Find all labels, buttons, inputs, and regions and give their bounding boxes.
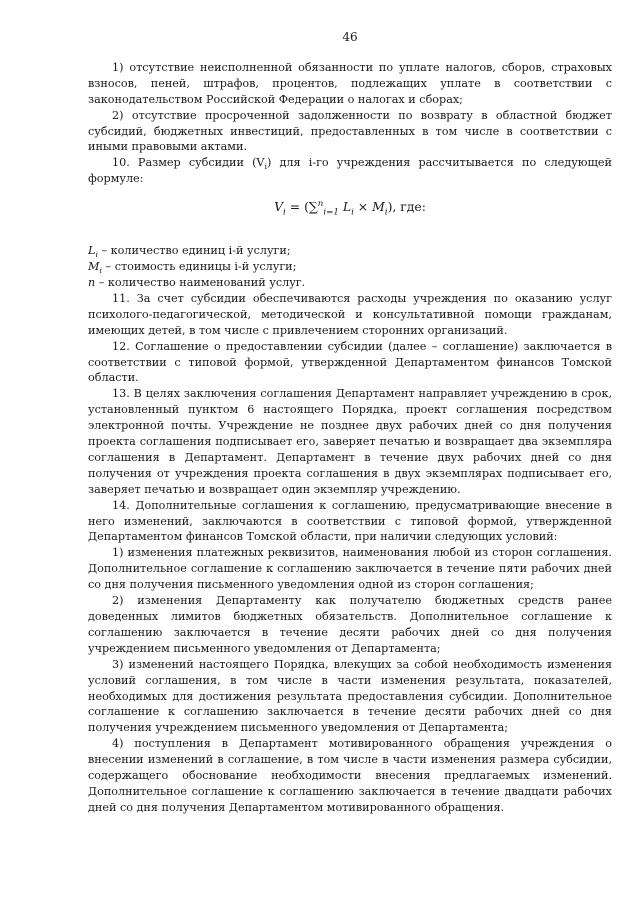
formula-m-subscript: i	[384, 207, 388, 218]
paragraph-14-item-4: 4) поступления в Департамент мотивированного обращения учреждения о внесении изменений в соглашение, в том числе в части изменения размера субсидии, содержащего обоснование необходимости внесения предлагаемых изменений. Дополнительное соглашение к соглашению заключается в течение двадцати рабочих дней со дня получения Департаментом мотивированного обращения.	[88, 737, 612, 814]
paragraph-14: 14. Дополнительные соглашения к соглашению, предусматривающие внесение в него изменений, заключаются в соответствии с типовой формой, утвержденной Департаментом финансов Томской области, при наличии следующих условий:	[88, 498, 612, 544]
formula-sum-upper: n	[317, 199, 324, 210]
paragraph-13: 13. В целях заключения соглашения Департамент направляет учреждению в срок, установленный пунктом 6 настоящего Порядка, проект соглашения посредством электронной почты. Учреждение не позднее двух рабочих дней со дня получения проекта соглашения подписывает его, заверяет печатью и возвращает два экземпляра соглашения в Департамент. Департамент в течение двух рабочих дней со дня получения от учреждения проекта соглашения в двух экземплярах подписывает его, заверяет печатью и возвращает один экземпляр учреждению.	[88, 387, 612, 496]
formula-lhs-subscript: i	[283, 207, 286, 218]
formula-m: M	[372, 199, 385, 215]
formula-close: ), где:	[387, 199, 426, 215]
definition-m-subscript: i	[99, 266, 102, 276]
formula-equals: = (	[285, 199, 309, 215]
paragraph-10	[88, 155, 612, 187]
paragraph-10-text-after: ) для i-го учреждения рассчитывается по следующей формуле:	[88, 156, 612, 186]
paragraph-14-item-3: 3) изменений настоящего Порядка, влекущих за собой необходимость изменения условий соглашения, в том числе в части изменения результата, показателей, необходимых для достижения результата предоставления субсидии. Дополнительное соглашение к соглашению заключается в течение десяти рабочих дней со дня получения учреждением письменного уведомления от Департамента;	[88, 657, 612, 735]
formula-sum-sign: ∑	[308, 199, 318, 215]
definition-m-text: – стоимость единицы i-й услуги;	[101, 260, 297, 274]
paragraph-10-text-before: 10. Размер субсидии (V	[112, 156, 265, 170]
definition-l-text: – количество единиц i-й услуги;	[97, 244, 291, 258]
paragraph-10-subscript: i	[264, 162, 268, 172]
paragraph-11: 11. За счет субсидии обеспечиваются расходы учреждения по оказанию услуг психолого-педагогической, методической и консультативной помощи гражданам, имеющих детей, в том числе с привлечением сторонних организаций.	[88, 291, 612, 337]
page-number: 46	[342, 30, 358, 44]
definition-m-symbol: M	[88, 260, 100, 274]
definition-m	[88, 259, 612, 275]
subsidy-formula	[88, 197, 612, 217]
paragraph-condition-1: 1) отсутствие неисполненной обязанности по уплате налогов, сборов, страховых взносов, пеней, штрафов, процентов, подлежащих уплате в соответствии с законодательством Российской Федерации о налогах и сборах;	[88, 60, 612, 106]
paragraph-14-item-2: 2) изменения Департаменту как получателю бюджетных средств ранее доведенных лимитов бюджетных обязательств. Дополнительное соглашение к соглашению заключается в течение десяти рабочих дней со дня получения учреждением письменного уведомления от Департамента;	[88, 594, 612, 655]
paragraph-12: 12. Соглашение о предоставлении субсидии (далее – соглашение) заключается в соответствии с типовой формой, утвержденной Департаментом финансов Томской области.	[88, 339, 612, 385]
definition-n	[88, 275, 612, 291]
definition-l	[88, 243, 612, 259]
definition-l-symbol: L	[88, 244, 96, 258]
formula-sum-lower: i=1	[323, 207, 339, 218]
definition-n-text: – количество наименований услуг.	[95, 275, 306, 289]
formula-l: L	[342, 199, 352, 215]
paragraph-14-item-1: 1) изменения платежных реквизитов, наименования любой из сторон соглашения. Дополнительное соглашение к соглашению заключается в течение пяти рабочих дней со дня получения письменного уведомления одной из сторон соглашения;	[88, 546, 612, 592]
formula-times: ×	[353, 199, 373, 215]
formula-l-subscript: i	[351, 207, 354, 218]
formula-spacer	[88, 231, 612, 243]
formula-lhs: V	[274, 199, 284, 215]
definition-l-subscript: i	[95, 250, 98, 260]
definition-n-symbol: n	[88, 275, 96, 289]
paragraph-condition-2: 2) отсутствие просроченной задолженности по возврату в областной бюджет субсидий, бюджетных инвестиций, предоставленных в том числе в соответствии с иными правовыми актами.	[88, 108, 612, 154]
